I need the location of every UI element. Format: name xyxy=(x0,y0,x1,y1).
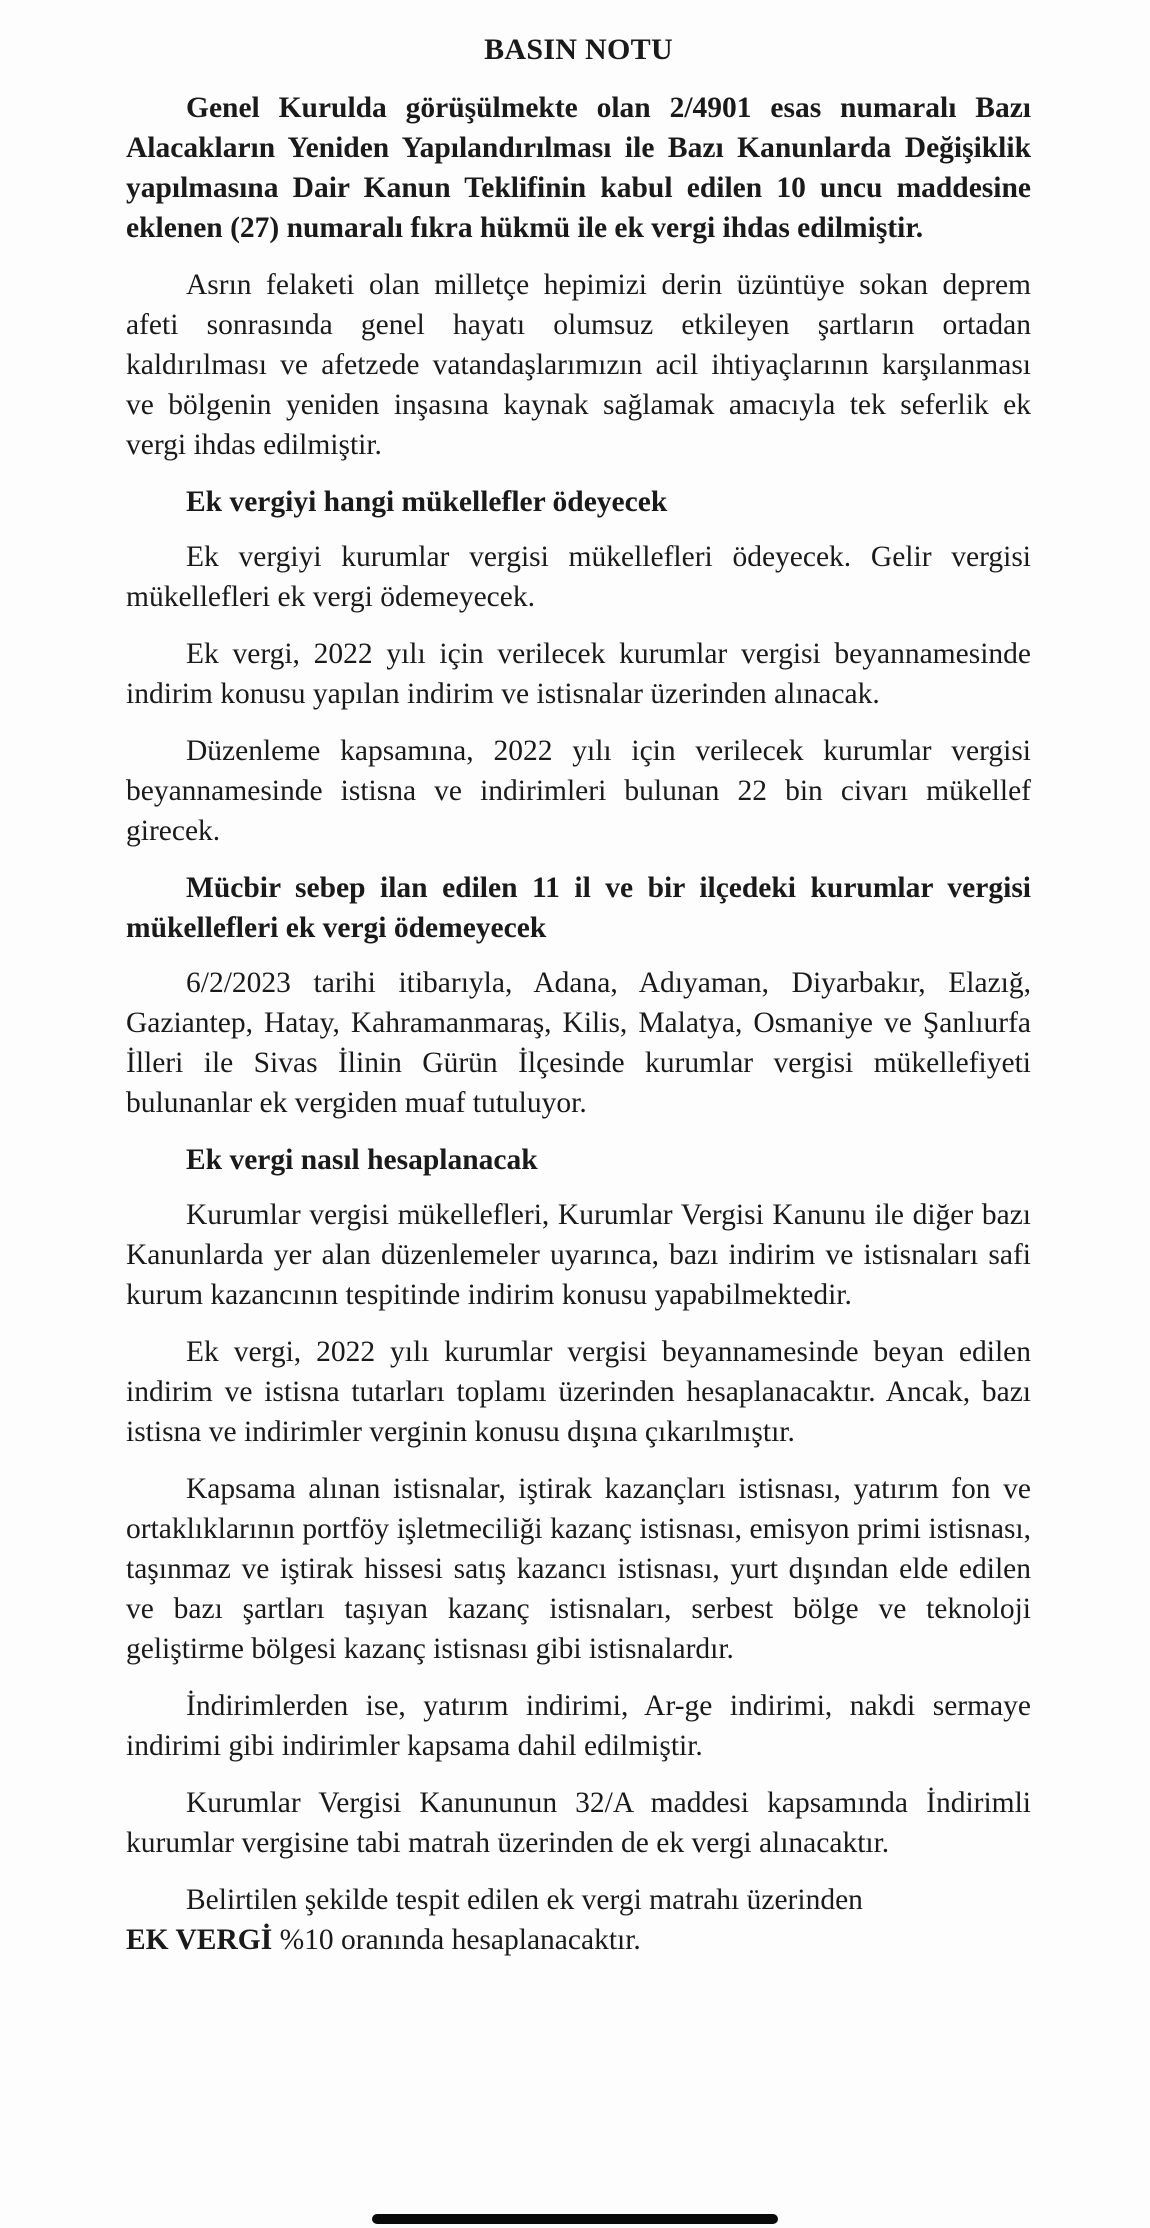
home-indicator[interactable] xyxy=(372,2214,778,2224)
paragraph-included-deductions: İndirimlerden ise, yatırım indirimi, Ar-ge indirimi, nakdi sermaye indirimi gibi indirimler kapsama dahil edilmiştir. xyxy=(126,1690,1031,1762)
paragraph-included-exemptions: Kapsama alınan istisnalar, iştirak kazançları istisnası, yatırım fon ve ortaklıklarının portföy işletmeciliği kazanç istisnası, emisyon primi istisnası, taşınmaz ve iştirak hissesi satış kazancı istisnası, yurt dışından elde edilen ve bazı şartları taşıyan kazanç istisnaları, serbest bölge ve teknoloji geliştirme bölgesi kazanç istisnası gibi istisnalardır. xyxy=(126,1473,1031,1665)
document-title: BASIN NOTU xyxy=(484,33,673,66)
paragraph-taxpayers: Ek vergiyi kurumlar vergisi mükellefleri ödeyecek. Gelir vergisi mükellefleri ek vergi ödemeyecek. xyxy=(126,541,1031,613)
intro-paragraph: Genel Kurulda görüşülmekte olan 2/4901 esas numaralı Bazı Alacakların Yeniden Yapılandırılması ile Bazı Kanunlarda Değişiklik yapılmasına Dair Kanun Teklifinin kabul edilen 10 uncu maddesine eklenen (27) numaralı fıkra hükmü ile ek vergi ihdas edilmiştir. xyxy=(126,92,1031,244)
heading-force-majeure: Mücbir sebep ilan edilen 11 il ve bir ilçedeki kurumlar vergisi mükellefleri ek vergi ödemeyecek xyxy=(126,872,1031,944)
paragraph-deductions: Kurumlar vergisi mükellefleri, Kurumlar Vergisi Kanunu ile diğer bazı Kanunlarda yer alan düzenlemeler uyarınca, bazı indirim ve istisnaları safi kurum kazancının tespitinde indirim konusu yapabilmektedir. xyxy=(126,1199,1031,1311)
paragraph-exempt-provinces: 6/2/2023 tarihi itibarıyla, Adana, Adıyaman, Diyarbakır, Elazığ, Gaziantep, Hatay, Kahramanmaraş, Kilis, Malatya, Osmaniye ve Şanlıurfa İlleri ile Sivas İlinin Gürün İlçesinde kurumlar vergisi mükellefiyeti bulunanlar ek vergiden muaf tutuluyor. xyxy=(126,967,1031,1119)
heading-calculation: Ek vergi nasıl hesaplanacak xyxy=(186,1144,538,1176)
paragraph-reduced-rate: Kurumlar Vergisi Kanununun 32/A maddesi kapsamında İndirimli kurumlar vergisine tabi matrah üzerinden de ek vergi alınacaktır. xyxy=(126,1787,1031,1859)
paragraph-tax-base: Ek vergi, 2022 yılı için verilecek kurumlar vergisi beyannamesinde indirim konusu yapılan indirim ve istisnalar üzerinden alınacak. xyxy=(126,638,1031,710)
heading-who-pays: Ek vergiyi hangi mükellefler ödeyecek xyxy=(186,486,668,518)
press-release xyxy=(126,30,1031,1977)
final-rate-strong: EK VERGİ xyxy=(126,1924,273,1956)
paragraph-calculation-basis: Ek vergi, 2022 yılı kurumlar vergisi beyannamesinde beyan edilen indirim ve istisna tutarları toplamı üzerinden hesaplanacaktır. Ancak, bazı istisna ve indirimler verginin konusu dışına çıkarılmıştır. xyxy=(126,1336,1031,1448)
paragraph-final-rate xyxy=(126,1880,1031,1960)
final-rate-lead: Belirtilen şekilde tespit edilen ek vergi matrahı üzerinden xyxy=(186,1884,863,1916)
paragraph-disaster-purpose: Asrın felaketi olan milletçe hepimizi derin üzüntüye sokan deprem afeti sonrasında genel hayatı olumsuz etkileyen şartların ortadan kaldırılması ve afetzede vatandaşlarımızın acil ihtiyaçlarının karşılanması ve bölgenin yeniden inşasına kaynak sağlamak amacıyla tek seferlik ek vergi ihdas edilmiştir. xyxy=(126,269,1031,461)
final-rate-tail: %10 oranında hesaplanacaktır. xyxy=(279,1924,641,1956)
paragraph-scope-count: Düzenleme kapsamına, 2022 yılı için verilecek kurumlar vergisi beyannamesinde istisna ve indirimleri bulunan 22 bin civarı mükellef girecek. xyxy=(126,735,1031,847)
